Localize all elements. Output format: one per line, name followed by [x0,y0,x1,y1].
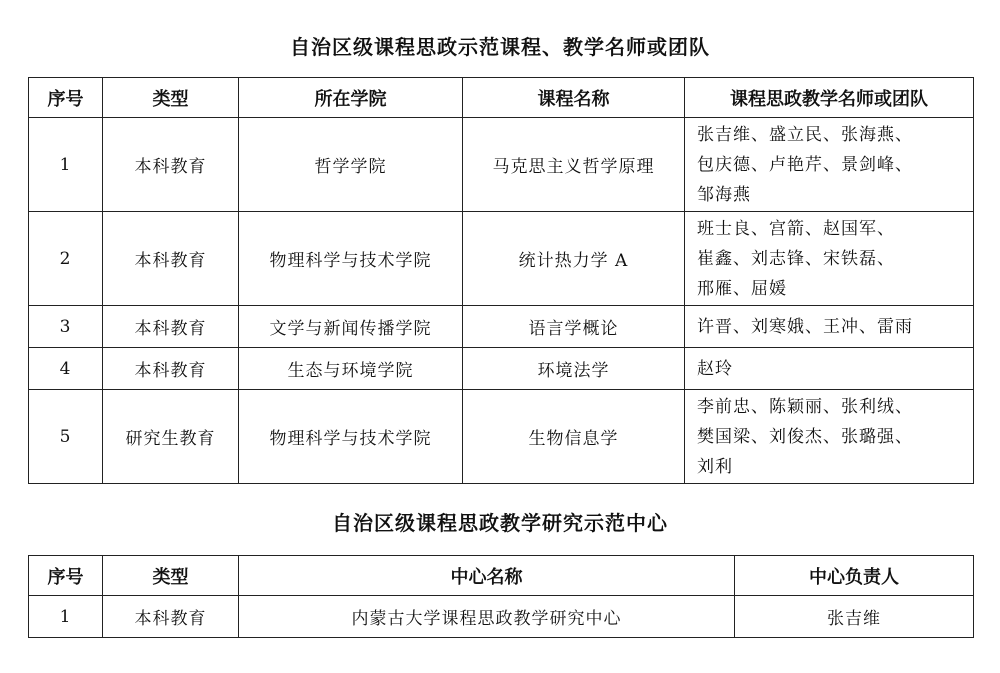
table-header-row [29,78,974,118]
row-leader: 张吉维 [735,596,974,638]
table-row [29,306,974,348]
row-college: 物理科学与技术学院 [239,212,463,306]
row-college: 生态与环境学院 [239,348,463,390]
header-college: 所在学院 [239,78,463,118]
table-row [29,212,974,306]
team-line: 樊国梁、刘俊杰、张璐强、 [697,426,913,447]
section1-title: 自治区级课程思政示范课程、教学名师或团队 [290,35,710,59]
demo-courses-table [28,77,974,484]
team-line: 包庆德、卢艳芹、景剑峰、 [697,154,913,175]
table-row [29,596,974,638]
row-team [685,118,974,212]
section2-title: 自治区级课程思政教学研究示范中心 [332,511,668,535]
row-type: 本科教育 [103,348,239,390]
row-number: 3 [29,306,103,348]
row-type: 研究生教育 [103,390,239,484]
row-course: 马克思主义哲学原理 [463,118,685,212]
row-college: 文学与新闻传播学院 [239,306,463,348]
header-course: 课程名称 [463,78,685,118]
table-row [29,118,974,212]
team-line: 刘利 [697,456,733,477]
team-line: 赵玲 [697,358,733,379]
row-team [685,390,974,484]
row-number: 4 [29,348,103,390]
row-team [685,212,974,306]
header-team: 课程思政教学名师或团队 [685,78,974,118]
row-number: 5 [29,390,103,484]
team-line: 班士良、宫箭、赵国军、 [697,218,895,239]
team-line: 邢雁、屈媛 [697,278,787,299]
row-college: 哲学学院 [239,118,463,212]
row-college: 物理科学与技术学院 [239,390,463,484]
team-line: 崔鑫、刘志锋、宋铁磊、 [697,248,895,269]
row-type: 本科教育 [103,212,239,306]
table-header-row [29,556,974,596]
row-course: 环境法学 [463,348,685,390]
row-center: 内蒙古大学课程思政教学研究中心 [239,596,735,638]
header-type: 类型 [103,556,239,596]
row-type: 本科教育 [103,118,239,212]
table-row [29,348,974,390]
header-type: 类型 [103,78,239,118]
row-type: 本科教育 [103,596,239,638]
header-no: 序号 [29,556,103,596]
header-leader: 中心负责人 [735,556,974,596]
team-line: 张吉维、盛立民、张海燕、 [697,124,913,145]
row-team [685,306,974,348]
row-type: 本科教育 [103,306,239,348]
header-no: 序号 [29,78,103,118]
row-course: 语言学概论 [463,306,685,348]
table-row [29,390,974,484]
row-number: 1 [29,596,103,638]
row-course: 生物信息学 [463,390,685,484]
row-number: 1 [29,118,103,212]
row-team [685,348,974,390]
team-line: 许晋、刘寒娥、王冲、雷雨 [697,316,913,337]
research-center-table [28,555,974,638]
row-course: 统计热力学 A [463,212,685,306]
header-center: 中心名称 [239,556,735,596]
row-number: 2 [29,212,103,306]
team-line: 邹海燕 [697,184,751,205]
team-line: 李前忠、陈颖丽、张利绒、 [697,396,913,417]
